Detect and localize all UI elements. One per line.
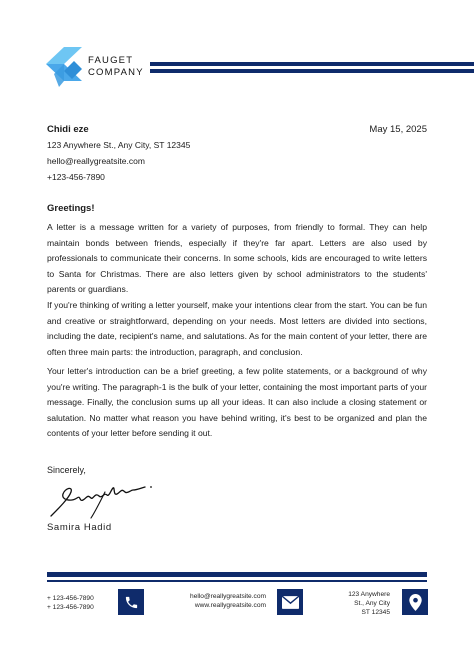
- mail-icon: [277, 589, 303, 615]
- signature: [47, 478, 157, 520]
- sender-email: hello@reallygreatsite.com: [47, 156, 145, 166]
- footer-website: www.reallygreatsite.com: [194, 602, 266, 609]
- sender-phone: +123-456-7890: [47, 172, 105, 182]
- footer-address-line1: 123 Anywhere: [348, 591, 390, 598]
- company-name-line1: FAUGET: [88, 55, 134, 66]
- footer-rule-bottom: [47, 580, 427, 582]
- body-paragraph-3: Your letter's introduction can be a brief greeting, a few polite statements, or a background of why you're writing. The paragraph-1 is the bulk of your letter, containing the most important parts of your message. Finally, the conclusion sums up all your ideas. It can also include a closing statement or salutation. No matter what reason you have behind writing, it's best to be organized and plan the contents of your letter before sending it out.: [47, 366, 427, 438]
- greeting: Greetings!: [47, 203, 95, 214]
- company-name-line2: COMPANY: [88, 67, 144, 78]
- sender-name: Chidi eze: [47, 124, 89, 135]
- footer-email: hello@reallygreatsite.com: [190, 593, 266, 600]
- footer-address-line3: ST 12345: [361, 609, 390, 616]
- signer-name: Samira Hadid: [47, 522, 112, 533]
- letter-date: May 15, 2025: [369, 124, 427, 135]
- header-rule-top: [150, 62, 474, 66]
- company-name: [88, 55, 144, 79]
- footer-rule-top: [47, 572, 427, 577]
- footer-phones: [47, 594, 94, 612]
- body-paragraph-1: A letter is a message written for a variety of purposes, from friendly to formal. They can help maintain bonds between friends, especially if they're far apart. Letters are also used by professionals to communicate their concerns. In some schools, kids are encouraged to write letters to Santa for Christmas. There are also letters given by school administrators to the students' parents or guardians.: [47, 222, 427, 294]
- sender-address: 123 Anywhere St., Any City, ST 12345: [47, 140, 191, 150]
- body-paragraph-2: If you're thinking of writing a letter yourself, make your intentions clear from the start. You can be fun and creative or straightforward, depending on your needs. Most letters are divided into sections, including the date, recipient's name, and salutations. As for the main content of your letter, there are often three main parts: the introduction, paragraph, and conclusion.: [47, 300, 427, 357]
- location-pin-icon: [402, 589, 428, 615]
- footer-address-line2: St., Any City: [354, 600, 390, 607]
- phone-icon: [118, 589, 144, 615]
- footer-phone-1: + 123-456-7890: [47, 595, 94, 602]
- company-logo-icon: [46, 47, 82, 87]
- footer-contact: [168, 592, 266, 610]
- footer-phone-2: + 123-456-7890: [47, 604, 94, 611]
- closing: Sincerely,: [47, 465, 86, 475]
- footer-address: [320, 590, 390, 617]
- header-rule-bottom: [150, 69, 474, 73]
